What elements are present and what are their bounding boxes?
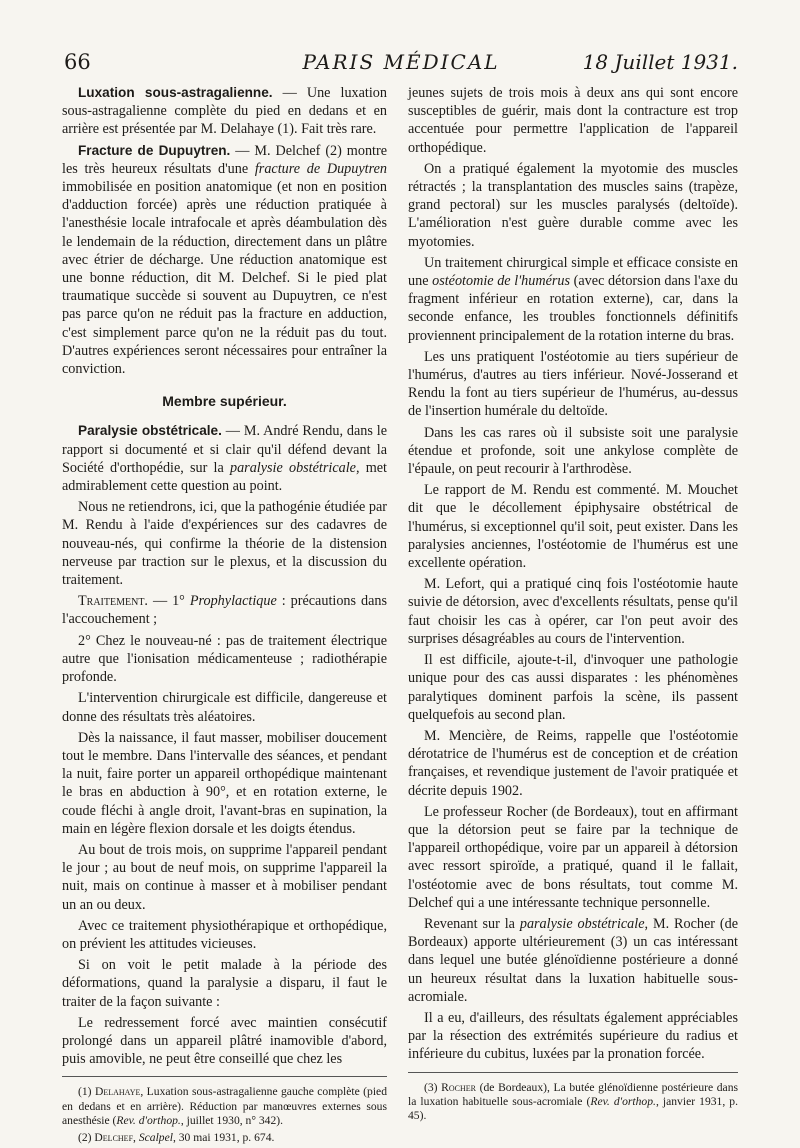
paragraph-rocher: Le professeur Rocher (de Bordeaux), tout en affirmant que la détorsion peut se faire par la technique de l'appareil orthopédique, voire par un appareil à détorsion avec ressort spiroïde, a pratiqué, quand il le fallait, l'ostéotomie avec de bons résultats, tout comme M. Delchef qui a une intéressante technique personnelle. xyxy=(408,803,738,911)
paragraph-fracture: Fracture de Dupuytren. — M. Delchef (2) montre les très heureux résultats d'une fracture de Dupuytren immobilisée en position anatomique (et non en position d'adduction forcée) après une réduction pratiquée à l'anesthésie locale intrafocale et après déambulation dès le lendemain de la réduction, directement dans un plâtre avec étrier de décharge. Une réduction anatomique est une bonne réduction, dit M. Delchef. Si le pied plat traumatique succède si souvent au Dupuytren, ce n'est pas parce qu'on ne réduit pas la fracture en adduction, c'est simplement parce qu'on ne la réduit pas du tout. D'autres expériences seront nécessaires pour entraîner la conviction. xyxy=(62,142,387,378)
paragraph-difficile: Il est difficile, ajoute-t-il, d'invoquer une pathologie unique pour des cas aussi disparates : les phénomènes paralytiques dominent parfois la scène, ils passent quelquefois au second plan. xyxy=(408,652,738,723)
section-title: Membre supérieur. xyxy=(162,393,287,410)
right-column xyxy=(408,84,738,1126)
paragraph-osteotomie: Un traitement chirurgical simple et efficace consiste en une ostéotomie de l'humérus (avec détorsion dans l'axe du fragment inférieur en rotation externe), car, dans la seconde enfance, les troubles fonctionnels définitifs proviennent principalement de la rotation interne du bras. xyxy=(408,254,739,344)
paragraph-lefort: M. Lefort, qui a pratiqué cinq fois l'ostéotomie haute suivie de détorsion, avec d'excellents résultats, pense qu'il faut choisir les cas à opérer, car l'on peut avoir des surprises désagréables au cours de l'intervention. xyxy=(408,576,738,647)
paragraph-revenant: Revenant sur la paralysie obstétricale, M. Rocher (de Bordeaux) apporte ultérieurement (3) un cas intéressant dans lequel une butée glénoïdienne postérieure a donné un heureux résultat dans la luxation habituelle sous-acromiale. xyxy=(408,915,739,1005)
paragraph-menciere: M. Mencière, de Reims, rappelle que l'ostéotomie dérotatrice de l'humérus est de conception et de création françaises, et revendique justement de l'avoir pratiquée et décrite depuis 1902. xyxy=(408,727,738,799)
page-number: 66 xyxy=(64,50,91,74)
paragraph-jeunes: jeunes sujets de trois mois à deux ans qui sont encore susceptibles de guérir, mais dont la contracture est trop accentuée pour permettre l'application de l'appareil orthopédique. xyxy=(408,85,738,156)
issue-date: 18 Juillet 1931. xyxy=(582,50,738,74)
paragraph-malade: Si on voit le petit malade à la période des déformations, quand la paralysie a disparu, il faut le traiter de la façon suivante : xyxy=(62,957,387,1010)
heading-luxation: Luxation sous-astragalienne. xyxy=(78,85,273,100)
page-header xyxy=(64,50,738,76)
paragraph-rares: Dans les cas rares où il subsiste soit une paralysie étendue et profonde, soit une ankylose complète de l'épaule, on peut recourir à l'arthrodèse. xyxy=(408,424,738,478)
journal-title: PARIS MÉDICAL xyxy=(302,50,500,74)
paragraph-naissance: Dès la naissance, il faut masser, mobiliser doucement tout le membre. Dans l'intervalle des séances, et pendant la nuit, faire porter un appareil orthopédique maintenant le bras en abduction à 90°, et en rotation externe, le coude fléchi à angle droit, l'avant-bras en supination, la main en légère flexion dorsale et les doigts étendus. xyxy=(62,729,387,837)
footnote-divider xyxy=(408,1072,738,1073)
footnote-3: (3) Rocher (de Bordeaux), La butée glénoïdienne postérieure dans la luxation habituelle sous-acromiale (Rev. d'orthop., janvier 1931, p. 45). xyxy=(408,1080,738,1122)
heading-paralysie: Paralysie obstétricale. xyxy=(78,423,222,439)
paragraph-pathogenie: Nous ne retiendrons, ici, que la pathogénie étudiée par M. Rendu à l'aide d'expériences sur des cadavres de nouveau-nés, qui confirme la théorie de la distension nerveuse par traction sur le plexus, et la discussion du traitement. xyxy=(62,499,387,589)
paragraph-trois-mois: Au bout de trois mois, on supprime l'appareil pendant le jour ; au bout de neuf mois, on supprime l'appareil la nuit, mais on continue à masser et à mobiliser pendant un an ou deux. xyxy=(62,841,387,913)
paragraph-luxation: Luxation sous-astragalienne. — Une luxation sous-astragalienne complète du pied en dedans et en arrière est présentée par M. Delahaye (1). Fait très rare. xyxy=(62,85,387,138)
footnote-2: (2) Delchef, Scalpel, 30 mai 1931, p. 674. xyxy=(78,1130,275,1144)
footnote-1: (1) Delahaye, Luxation sous-astragalienne gauche complète (pied en dedans et en arrière). Réduction par manœuvres externes sous anesthésie (Rev. d'orthop., juillet 1930, n° 342). xyxy=(62,1085,387,1127)
paragraph-rapport: Le rapport de M. Rendu est commenté. M. Mouchet dit que le décollement épiphysaire obstétrical de l'humérus, si exceptionnel qu'il soit, peut exister. Dans les paralysies anciennes, l'ostéotomie de l'humérus est une excellente opération. xyxy=(408,482,738,572)
paragraph-intervention: L'intervention chirurgicale est difficile, dangereuse et donne des résultats très aléatoires. xyxy=(62,690,387,725)
paragraph-traitement: Traitement. — 1° Prophylactique : précautions dans l'accouchement ; xyxy=(62,593,387,628)
heading-fracture: Fracture de Dupuytren. xyxy=(78,142,231,158)
paragraph-myotomie: On a pratiqué également la myotomie des muscles rétractés ; la transplantation des muscles sains (trapèze, grand pectoral) sur les muscles paralysés (deltoïde). L'amélioration n'est guère durable comme avec les myotomies. xyxy=(408,160,738,250)
footnote-divider xyxy=(62,1076,387,1077)
paragraph-redressement: Le redressement forcé avec maintien consécutif prolongé dans un appareil plâtré inamovible d'abord, puis amovible, ne peut être conseillé que chez les xyxy=(62,1014,387,1068)
left-column xyxy=(62,84,387,1148)
paragraph-physio: Avec ce traitement physiothérapique et orthopédique, on prévient les attitudes vicieuses. xyxy=(62,917,387,952)
paragraph-resection: Il a eu, d'ailleurs, des résultats également appréciables par la résection des extrémités supérieure du radius et inférieure du cubitus, luxées par la pronation forcée. xyxy=(408,1009,738,1063)
paragraph-paralysie: Paralysie obstétricale. — M. André Rendu, dans le rapport si documenté et si clair qu'il défend devant la Société d'orthopédie, sur la paralysie obstétricale, met admirablement cette question au point. xyxy=(62,423,387,495)
paragraph-nouveau-ne: 2° Chez le nouveau-né : pas de traitement électrique autre que l'ionisation médicamenteuse ; radiothérapie profonde. xyxy=(62,632,387,686)
paragraph-tiers: Les uns pratiquent l'ostéotomie au tiers supérieur de l'humérus, d'autres au tiers inférieur. Nové-Josserand et Rendu la font au tiers supérieur de l'humérus, au-dessus de l'insertion humérale du deltoïde. xyxy=(408,348,738,420)
